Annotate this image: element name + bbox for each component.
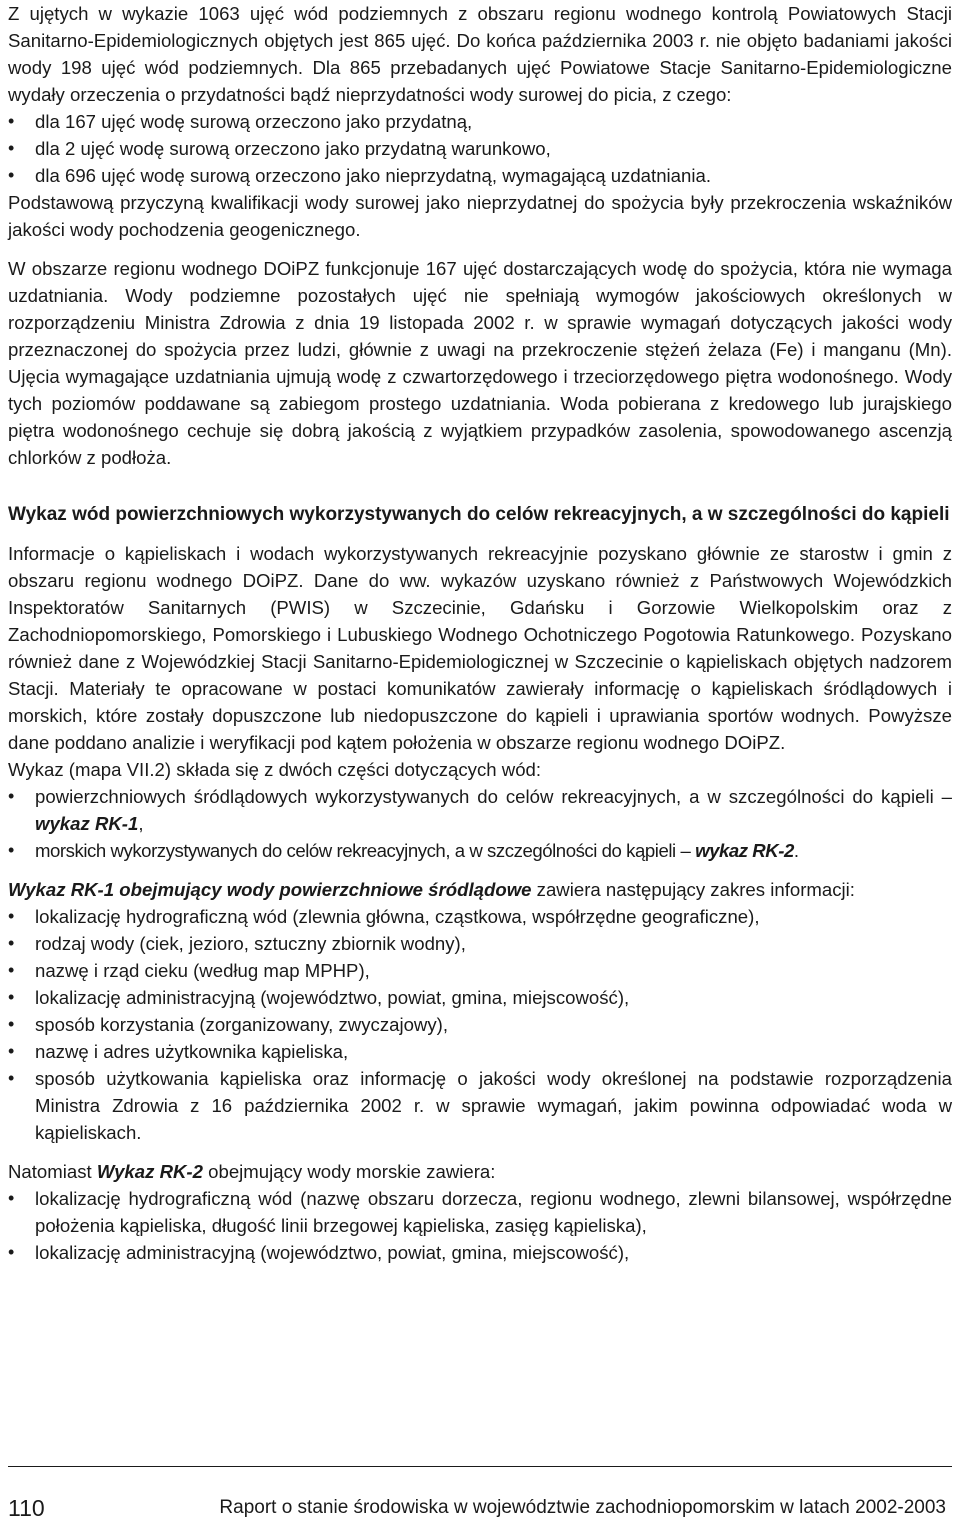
list-item: • nazwę i rząd cieku (według map MPHP), (8, 957, 952, 984)
list-item (8, 837, 952, 864)
list-item: • lokalizację administracyjną (województwo, powiat, gmina, miejscowość), (8, 1239, 952, 1266)
intro-paragraph-1: Z ujętych w wykazie 1063 ujęć wód podziemnych z obszaru regionu wodnego kontrolą Powiatowych Stacji Sanitarno-Epidemiologicznych objętych jest 865 ujęć. Do końca października 2003 r. nie objęto badaniami jakości wody 198 ujęć wód podziemnych. Dla 865 przebadanych ujęć Powiatowe Stacje Sanitarno-Epidemiologiczne wydały orzeczenia o przydatności bądź nieprzydatności wody surowej do picia, z czego: (8, 3, 952, 105)
list-item (8, 783, 952, 837)
intro-paragraph-3: W obszarze regionu wodnego DOiPZ funkcjonuje 167 ujęć dostarczających wodę do spożycia, która nie wymaga uzdatniania. Wody podziemne pozostałych ujęć nie spełniają wymogów jakościowych określonych w rozporządzeniu Ministra Zdrowia z dnia 19 listopada 2002 r. w sprawie wymagań dotyczących jakości wody przeznaczonej do spożycia przez ludzi, głównie z uwagi na przekroczenie stężeń żelaza (Fe) i manganu (Mn). Ujęcia wymagające uzdatniania ujmują wodę z czwartorzędowego i trzeciorzędowego piętra wodonośnego. Wody tych poziomów poddawane są zabiegom prostego uzdatniania. Woda pobierana z kredowego lub jurajskiego piętra wodonośnego cechuje się dobrą jakością z wyjątkiem przypadków zasolenia, spowodowanego ascenzją chlorków z podłoża. (8, 258, 952, 468)
intro-paragraph-2: Podstawową przyczyną kwalifikacji wody surowej jako nieprzydatnej do spożycia były przekroczenia wskaźników jakości wody pochodzenia geogenicznego. (8, 192, 952, 240)
list-item-emphasis: wykaz RK-2 (695, 840, 794, 861)
page-number: 110 (8, 1495, 45, 1521)
list-item: • rodzaj wody (ciek, jezioro, sztuczny zbiornik wodny), (8, 930, 952, 957)
list-item: • dla 696 ujęć wodę surową orzeczono jako nieprzydatną, wymagającą uzdatniania. (8, 162, 952, 189)
list-item: • sposób korzystania (zorganizowany, zwyczajowy), (8, 1011, 952, 1038)
page-content (8, 0, 952, 1266)
list-item-emphasis: wykaz RK-1 (35, 813, 139, 834)
rk2-lead-emphasis: Wykaz RK-2 (96, 1161, 203, 1182)
list-item-tail: , (138, 813, 144, 834)
list-item: • dla 167 ujęć wodę surową orzeczono jako przydatną, (8, 108, 952, 135)
list-item-tail: . (793, 840, 799, 861)
rk1-bullet-list (8, 903, 952, 1146)
rk2-lead (8, 1158, 952, 1185)
list-item-text: powierzchniowych śródlądowych wykorzystywanych do celów rekreacyjnych, a w szczególności do kąpieli – (35, 786, 952, 807)
rk2-bullet-list (8, 1185, 952, 1266)
rk1-lead-rest: zawiera następujący zakres informacji: (531, 879, 855, 900)
section-paragraph-2: Wykaz (mapa VII.2) składa się z dwóch części dotyczących wód: (8, 759, 542, 780)
rk1-lead-emphasis: Wykaz RK-1 obejmujący wody powierzchniowe śródlądowe (8, 879, 532, 900)
section-paragraph-1: Informacje o kąpieliskach i wodach wykorzystywanych rekreacyjnie pozyskano głównie ze starostw i gmin z obszaru regionu wodnego DOiPZ. Dane do ww. wykazów uzyskano również z Państwowych Wojewódzkich Inspektoratów Sanitarnych (PWIS) w Szczecinie, Gdańsku i Gorzowie Wielkopolskim oraz z Zachodniopomorskiego, Pomorskiego i Lubuskiego Wodnego Ochotniczego Pogotowia Ratunkowego. Pozyskano również dane z Wojewódzkiej Stacji Sanitarno-Epidemiologicznej w Szczecinie o kąpieliskach objętych nadzorem Stacji. Materiały te opracowane w postaci komunikatów zawierały informację o kąpieliskach śródlądowych i morskich, które zostały dopuszczone lub niedopuszczone do kąpieli i uprawiania sportów wodnych. Powyższe dane poddano analizie i weryfikacji pod kątem położenia w obszarze regionu wodnego DOiPZ. (8, 543, 952, 753)
rk1-lead (8, 876, 952, 903)
list-item-text: morskich wykorzystywanych do celów rekreacyjnych, a w szczególności do kąpieli – (35, 840, 696, 861)
rk2-lead-pre: Natomiast (8, 1161, 97, 1182)
intro-bullet-list (8, 108, 952, 189)
footer-title: Raport o stanie środowiska w województwie zachodniopomorskim w latach 2002-2003 (219, 1497, 946, 1518)
list-item: • lokalizację hydrograficzną wód (zlewnia główna, cząstkowa, współrzędne geograficzne), (8, 903, 952, 930)
list-item: • sposób użytkowania kąpieliska oraz informację o jakości wody określonej na podstawie rozporządzenia Ministra Zdrowia z 16 października 2002 r. w sprawie wymagań, jakim powinna odpowiadać woda w kąpieliskach. (8, 1065, 952, 1146)
page-footer (8, 1466, 952, 1521)
list-item: • dla 2 ujęć wodę surową orzeczono jako przydatną warunkowo, (8, 135, 952, 162)
section-heading: Wykaz wód powierzchniowych wykorzystywanych do celów rekreacyjnych, a w szczególności do kąpieli (8, 504, 950, 525)
list-item: • lokalizację administracyjną (województwo, powiat, gmina, miejscowość), (8, 984, 952, 1011)
list-item: • nazwę i adres użytkownika kąpieliska, (8, 1038, 952, 1065)
section-bullet-list (8, 783, 952, 864)
list-item: • lokalizację hydrograficzną wód (nazwę obszaru dorzecza, regionu wodnego, zlewni bilansowej, współrzędne położenia kąpieliska, długość linii brzegowej kąpieliska, zasięg kąpieliska), (8, 1185, 952, 1239)
rk2-lead-rest: obejmujący wody morskie zawiera: (202, 1161, 496, 1182)
